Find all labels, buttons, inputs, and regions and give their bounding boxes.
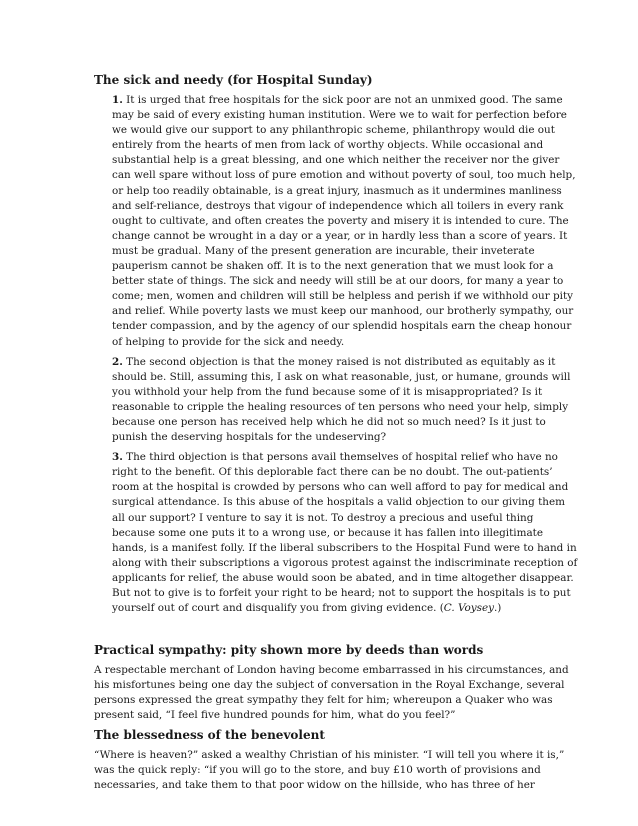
section-heading-blessedness: The blessedness of the benevolent	[94, 727, 325, 742]
author-citation: C. Voysey	[443, 602, 494, 615]
paragraph-heaven-anecdote: “Where is heaven?” asked a wealthy Christian of his minister. “I will tell you where it is,” was the quick reply: “if you will go to the store, and buy £10 worth of provisions and necessaries, and take them to that poor widow on the hillside, who has three of her	[94, 748, 565, 791]
section-heading-sick-and-needy: The sick and needy (for Hospital Sunday)	[94, 73, 373, 87]
paragraph-objection-2	[112, 355, 578, 446]
paragraph-quaker-anecdote: A respectable merchant of London having become embarrassed in his circumstances, and his misfortunes being one day the subject of conversation in the Royal Exchange, several persons expressed the great sympathy they felt for him; whereupon a Quaker who was present said, “I feel five hundred pounds for him, what do you feel?”	[94, 664, 569, 722]
paragraph-text: It is urged that free hospitals for the sick poor are not an unmixed good. The same may be said of every existing human institution. Were we to wait for perfection before we would give our support to any philanthropic scheme, philanthropy would die out entirely from the hearts of men from lack of worthy objects. While occasional and substantial help is a great blessing, and one which neither the receiver nor the giver can well spare without loss of pure emotion and without poverty of soul, too much help, or help too readily obtainable, is a great injury, inasmuch as it undermines manliness and self-reliance, destroys that vigour of independence which all toilers in every rank ought to cultivate, and often creates the poverty and misery it is intended to cure. The change cannot be wrought in a day or a year, or in hardly less than a score of years. It must be gradual. Many of the present generation are incurable, their inveterate pauperism cannot be shaken off. It is to the next generation that we must look for a better state of things. The sick and needy will still be at our doors, for many a year to come; men, women and children will still be helpless and perish if we withhold our pity and relief. While poverty lasts we must keep our manhood, our brotherly sympathy, our tender compassion, and by the agency of our splendid hospitals earn the cheap honour of helping to provide for the sick and needy.	[112, 94, 576, 348]
section-spacer	[94, 621, 578, 642]
paragraph-text: The third objection is that persons avail themselves of hospital relief who have no right to the benefit. Of this deplorable fact there can be no doubt. The out-patients’ room at the hospital is crowded by persons who can well afford to pay for medical and surgical attendance. Is this abuse of the hospitals a valid objection to our giving them all our support? I venture to say it is not. To destroy a precious and useful thing because some one puts it to a wrong use, or because it has fallen into illegitimate hands, is a manifest folly. If the liberal subscribers to the Hospital Fund were to hand in along with their subscriptions a vigorous protest against the indiscriminate reception of applicants for relief, the abuse would soon be abated, and in time altogether disappear. But not to give is to forfeit your right to be heard; not to support the hospitals is to put yourself out of court and disqualify you from giving evidence. (	[112, 451, 578, 615]
citation-end: .)	[493, 602, 502, 615]
paragraph-text: The second objection is that the money raised is not distributed as equitably as it should be. Still, assuming this, I ask on what reasonable, just, or humane, grounds will you withhold your help from the fund because some of it is misappropriated? Is it reasonable to cripple the healing resources of ten persons who need your help, simply because one person has received help which he did not so much need? Is it just to punish the deserving hospitals for the undeserving?	[112, 355, 571, 444]
paragraph-objection-3	[112, 450, 578, 616]
section-heading-practical-sympathy: Practical sympathy: pity shown more by deeds than words	[94, 643, 484, 658]
paragraph-objection-1	[112, 93, 578, 350]
paragraph-number: 1.	[112, 94, 123, 106]
paragraph-number: 3.	[112, 451, 123, 464]
paragraph-number: 2.	[112, 355, 123, 368]
